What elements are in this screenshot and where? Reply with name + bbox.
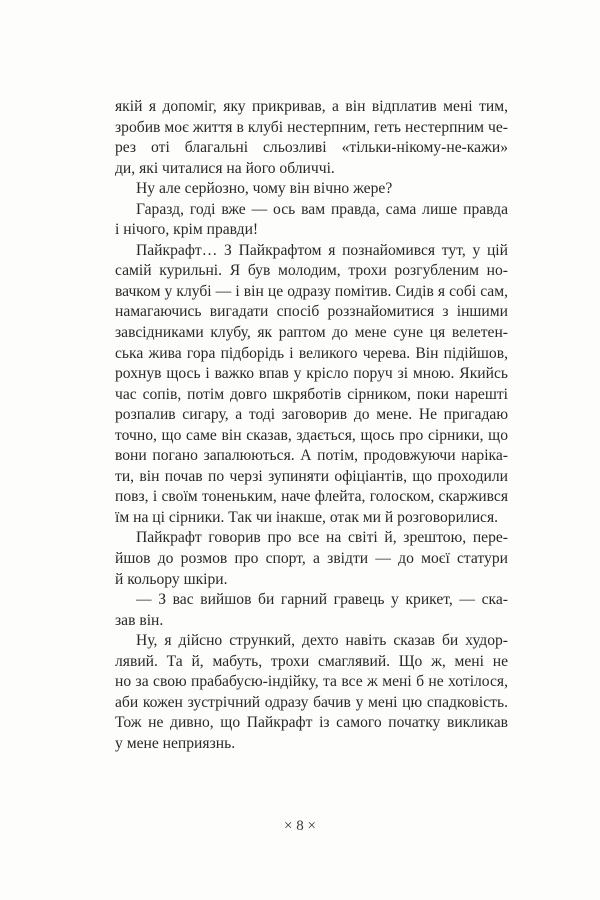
text-line: зробив моє життя в клубі нестерпним, геть нестерпним че- [115,118,508,136]
page-body-text [115,97,508,755]
text-line: — З вас вийшов би гарний гравець у крикет, — ска- [136,591,508,609]
text-line: ти, він почав по черзі зупиняти офіціантів, що проходили [115,467,508,485]
text-line: ди, які читалися на його обличчі. [115,159,335,177]
text-line: намагаючись вигадати спосіб роззнайомитися з іншими [115,303,508,321]
text-line: Тож не дивно, що Пайкрафт із самого початку викликав [115,714,508,732]
text-line: й кольору шкіри. [115,570,228,588]
text-line: самій курильні. Я був молодим, трохи розгубленим но- [115,262,508,280]
text-line: йшов до розмов про спорт, а звідти — до моєї статури [115,550,508,568]
text-line: їм на ці сірники. Так чи інакше, отак ми й розговорилися. [115,508,499,526]
text-line: аби кожен зустрічний одразу бачив у мені цю спадковість. [115,693,508,711]
text-line: Ну, я дійсно стрункий, дехто навіть сказав би худор- [136,632,508,650]
text-line: час сопів, потім довго шкряботів сірником, поки нарешті [115,385,508,403]
text-line: зав він. [115,611,164,629]
text-line: точно, що саме він сказав, здається, щось про сірники, що [115,426,508,444]
text-line: Гаразд, годі вже — ось вам правда, сама лише правда [136,200,508,218]
text-line: ська жива гора підборідь і великого черева. Він підійшов, [115,344,508,362]
text-line: завсідниками клубу, як раптом до мене суне ця велетен- [115,324,508,342]
text-line: розпалив сигару, а тоді заговорив до мене. Не пригадаю [115,406,508,424]
text-line: но за свою прабабусю-індійку, та все ж мені б не хотілося, [115,673,508,691]
text-line: у мене неприязнь. [115,734,236,752]
text-line: вони погано запалюються. А потім, продовжуючи наріка- [115,447,508,465]
text-line: рохнув щось і важко впав у крісло поруч зі мною. Якийсь [115,365,508,383]
text-line: і нічого, крім правди! [115,221,259,239]
page-number: × 8 × [284,818,316,834]
text-line: повз, і своїм тоненьким, наче флейта, голоском, скаржився [115,488,508,506]
text-line: рез оті благальні сльозливі «тільки-нікому-не-кажи» [115,139,508,157]
text-line: вачком у клубі — і він це одразу помітив. Сидів я собі сам, [115,282,508,300]
text-line: Ну але серйозно, чому він вічно жере? [136,180,393,198]
text-line: лявий. Та й, мабуть, трохи смаглявий. Що ж, мені не [115,652,508,670]
text-line: якій я допоміг, яку прикривав, а він відплатив мені тим, [115,98,508,115]
text-line: Пайкрафт… З Пайкрафтом я познайомився тут, у цій [136,241,508,259]
text-line: Пайкрафт говорив про все на світі й, зрештою, пере- [136,529,508,547]
